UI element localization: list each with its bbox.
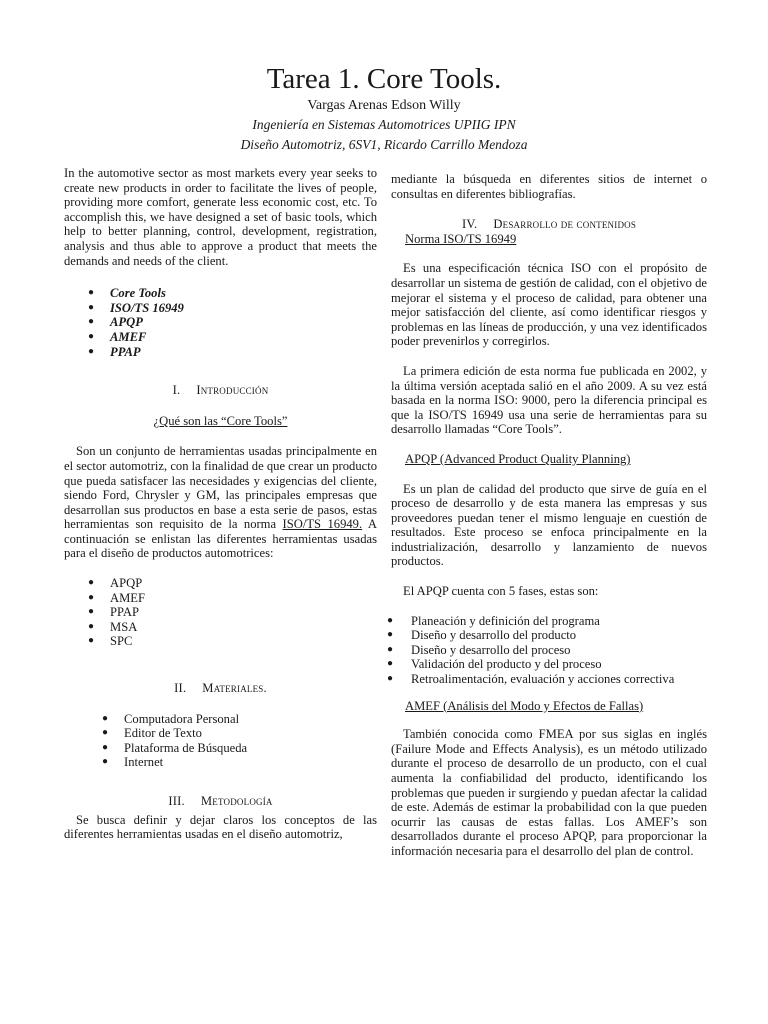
bullet-dot-icon: ● [387, 643, 394, 655]
apqp-paragraph-1: Es un plan de calidad del producto que sirve de guía en el proceso de desarrollo y de esta manera las empresas y sus proveedores puedan tener el mismo lenguaje en cuestión de resultados. Este proceso se enfoca principalmente en la industrialización, desarrollo y lanzamiento de nuevos productos. [391, 481, 707, 569]
bullet-dot-icon: ● [88, 591, 95, 603]
bullet-dot-icon: ● [387, 614, 394, 626]
left-column [64, 166, 377, 842]
bullet-dot-icon: ● [387, 629, 394, 641]
keywords-list [64, 286, 377, 359]
list-item: ● MSA [88, 619, 138, 634]
amef-paragraph: También conocida como FMEA por sus siglas en inglés (Failure Mode and Effects Analysis), es un método utilizado durante el proceso de desarrollo de un producto, con el cual aumenta la confiabilidad del producto, identificando los problemas que pueden ir surgiendo y puedan afectar la calidad de este. Además de estimar la probabilidad con la que pueden ocurrir las causas de estas fallas. Los AMEF’s son desarrollados durante el proceso APQP, para proporcionar la información necesaria para el desarrollo del plan de control. [391, 727, 707, 858]
section-heading-materiales: II. Materiales. [174, 681, 267, 696]
list-item: ● ISO/TS 16949 [88, 300, 184, 315]
list-item: ● PPAP [88, 605, 139, 620]
list-item: ● Diseño y desarrollo del proceso [387, 642, 571, 657]
iso-paragraph-1: Es una especificación técnica ISO con el propósito de desarrollar un sistema de gestión de calidad, con el objetivo de mejorar el sistema y el proceso de calidad, para obtener una mejor satisfacción del cliente, así como identificar riesgos y problemas en las líneas de producción, y una vez identificados poder prevenirlos y corregirlos. [391, 261, 707, 349]
section-heading-introduccion: I. Introducción [172, 383, 269, 398]
affiliation-course: Diseño Automotriz, 6SV1, Ricardo Carrillo Mendoza [240, 137, 528, 152]
affiliation-institution: Ingeniería en Sistemas Automotrices UPIIG IPN [252, 117, 516, 132]
materials-list [64, 712, 377, 770]
bullet-dot-icon: ● [88, 301, 95, 313]
bullet-dot-icon: ● [102, 756, 109, 768]
bullet-dot-icon: ● [88, 316, 95, 328]
list-item: ● AMEF [88, 590, 145, 605]
list-item: ● Internet [102, 755, 164, 770]
paper-title: Tarea 1. Core Tools. [266, 63, 502, 95]
paper-header [0, 62, 768, 155]
list-item: ● Planeación y definición del programa [387, 613, 600, 628]
list-item: ● Computadora Personal [102, 711, 240, 726]
apqp-paragraph-2: El APQP cuenta con 5 fases, estas son: [403, 584, 599, 599]
list-item: ● Diseño y desarrollo del producto [387, 628, 577, 643]
list-item: ● Plataforma de Búsqueda [102, 740, 248, 755]
bullet-dot-icon: ● [102, 741, 109, 753]
bullet-dot-icon: ● [88, 606, 95, 618]
bullet-dot-icon: ● [88, 330, 95, 342]
bullet-dot-icon: ● [88, 620, 95, 632]
list-item: ● Editor de Texto [102, 726, 202, 741]
bullet-dot-icon: ● [88, 345, 95, 357]
abstract: In the automotive sector as most markets every year seeks to create new products in order to facilitate the lives of people, providing more comfort, generate less economic cost, etc. To accomplish this, we have designed a set of basic tools, which help to better planning, control, development, registration, analysis and thus able to approve a product that meets the demands and needs of the client. [64, 166, 377, 268]
bullet-dot-icon: ● [88, 635, 95, 647]
methodology-continuation: mediante la búsqueda en diferentes sitios de internet o consultas en diferentes bibliografías. [391, 172, 707, 201]
bullet-dot-icon: ● [88, 287, 95, 299]
list-item: ● Core Tools [88, 286, 166, 301]
right-column [387, 172, 707, 859]
iso-paragraph-2: La primera edición de esta norma fue publicada en 2002, y la última versión aceptada salió en el año 2009. A su vez está basada en la norma ISO: 9000, pero la diferencia principal es que la ISO/TS 16949 usa una serie de herramientas para su desarrollo llamadas “Core Tools”. [391, 363, 707, 437]
tools-list [64, 576, 377, 649]
bullet-dot-icon: ● [387, 673, 394, 685]
subheading-core-tools: ¿Qué son las “Core Tools” [153, 413, 288, 428]
subheading-apqp: APQP (Advanced Product Quality Planning) [405, 451, 631, 466]
author-name: Vargas Arenas Edson Willy [307, 98, 461, 113]
list-item: ● AMEF [88, 329, 147, 344]
list-item: ● Validación del producto y del proceso [387, 657, 602, 672]
list-item: ● APQP [88, 315, 143, 330]
list-item: ● APQP [88, 576, 143, 591]
bullet-dot-icon: ● [102, 712, 109, 724]
list-item: ● SPC [88, 634, 133, 649]
bullet-dot-icon: ● [102, 727, 109, 739]
methodology-paragraph: Se busca definir y dejar claros los conceptos de las diferentes herramientas usadas en el diseño automotriz, [64, 812, 377, 842]
apqp-phases-list [387, 613, 707, 687]
section-heading-metodologia: III. Metodología [168, 794, 273, 808]
list-item: ● PPAP [88, 344, 141, 359]
bullet-dot-icon: ● [88, 577, 95, 589]
iso-reference: ISO/TS 16949. [282, 517, 363, 532]
bullet-dot-icon: ● [387, 658, 394, 670]
intro-paragraph: Son un conjunto de herramientas usadas principalmente en el sector automotriz, con la finalidad de que crear un producto que pueda satisfacer las necesidades y exigencias del cliente, siendo Ford, Chrysler y GM, las principales empresas que desarrollan sus productos en base a esta serie de pasos, estas herramientas son requisito de la norma ISO/TS 16949. A continuación se enlistan las diferentes herramientas usadas para el diseño de productos automotrices: [64, 444, 377, 561]
subheading-iso: Norma ISO/TS 16949 [405, 231, 517, 246]
list-item: ● Retroalimentación, evaluación y acciones correctiva [387, 672, 675, 687]
subheading-amef: AMEF (Análisis del Modo y Efectos de Fallas) [405, 698, 644, 713]
section-heading-desarrollo: IV. Desarrollo de contenidos [461, 217, 637, 232]
